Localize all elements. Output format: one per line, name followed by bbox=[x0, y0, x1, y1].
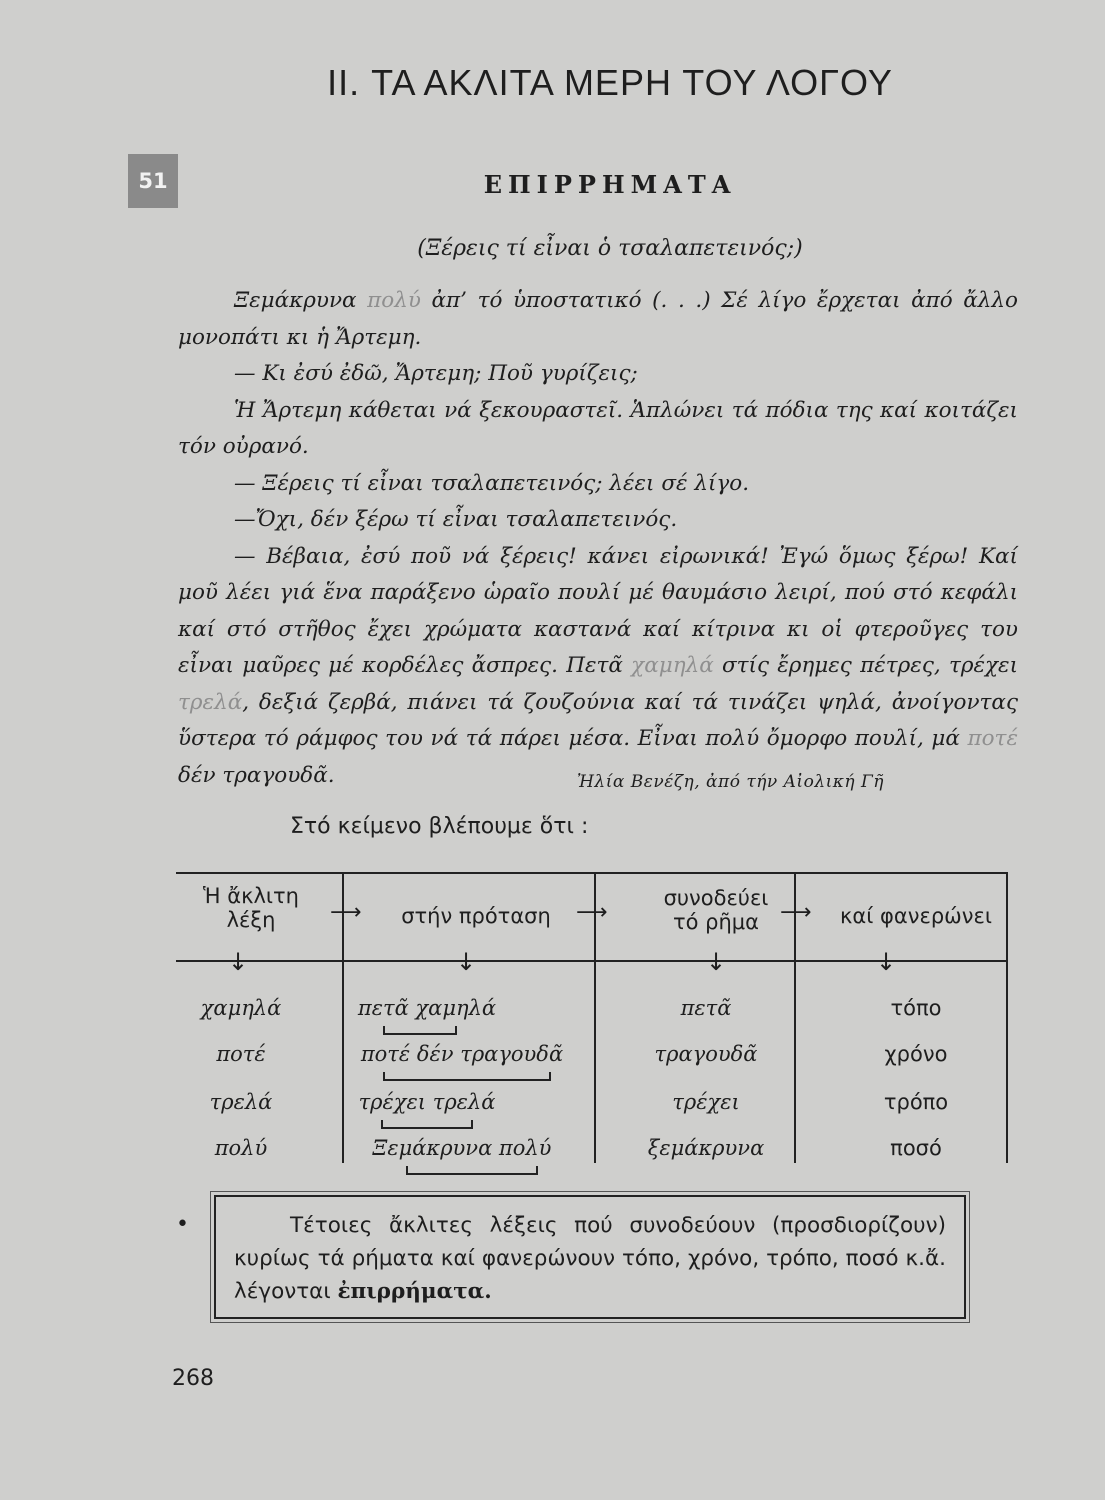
arrow-down-icon: ↓ bbox=[228, 948, 249, 976]
rule-term: ἐπιρρήματα. bbox=[337, 1279, 492, 1304]
table-cell: Ξεμάκρυνα πολύ bbox=[372, 1136, 552, 1160]
table-cell: τρόπο bbox=[883, 1090, 949, 1114]
table-cell: πολύ bbox=[214, 1136, 268, 1160]
text-segment: στίς ἔρημες πέτρες, τρέχει bbox=[713, 653, 1019, 678]
header-line: τό ρῆμα bbox=[672, 910, 759, 934]
link-bracket bbox=[406, 1166, 538, 1175]
adverb-table bbox=[176, 872, 1008, 1163]
rule-box bbox=[214, 1195, 966, 1319]
arrow-right-icon: ⟶ bbox=[576, 900, 608, 925]
arrow-right-icon: ⟶ bbox=[330, 900, 362, 925]
chapter-title: II. ΤΑ ΑΚΛΙΤΑ ΜΕΡΗ ΤΟΥ ΛΟΓΟΥ bbox=[327, 62, 893, 103]
header-line: λέξη bbox=[226, 908, 276, 932]
text-segment: , δεξιά ζερβά, πιάνει τά ζουζούνια καί τά τινάζει ψηλά, ἀνοίγοντας ὕστερα τό ράμφος του νά τά πάρει μέσα. Εἶναι πολύ ὄμορφο πουλί, μά bbox=[178, 689, 1018, 751]
paragraph bbox=[178, 539, 1018, 795]
table-cell: τρέχει bbox=[672, 1090, 740, 1114]
table-cell: τρέχει τρελά bbox=[358, 1090, 496, 1114]
table-cell: χρόνο bbox=[884, 1042, 948, 1066]
paragraph: — Ξέρεις τί εἶναι τσαλαπετεινός; λέει σέ λίγο. bbox=[234, 470, 750, 496]
header-sentence: στήν πρόταση bbox=[401, 904, 551, 928]
table-cell: τόπο bbox=[890, 996, 942, 1020]
highlighted-adverb: ποτέ bbox=[967, 726, 1018, 751]
paragraph bbox=[178, 283, 1018, 356]
story-excerpt bbox=[178, 283, 1018, 794]
text-segment: — Βέβαια, ἐσύ ποῦ νά ξέρεις! κάνει εἰρωνικά! Ἐγώ ὅμως ξέρω! Καί μοῦ λέει γιά ἕνα παράξενο ὡραῖο πουλί μέ θαυμάσιο λειρί, πού στό κεφάλι καί στό στῆθος ἔχει χρώματα καστανά καί κίτρινα κι οἱ φτεροῦγες του εἶναι μαῦρες μέ κορδέλες ἄσπρες. Πετᾶ bbox=[178, 543, 1018, 678]
page-number: 268 bbox=[172, 1366, 214, 1391]
paragraph: — Κι ἐσύ ἐδῶ, Ἄρτεμη; Ποῦ γυρίζεις; bbox=[234, 361, 638, 386]
table-intro: Στό κείμενο βλέπουμε ὅτι : bbox=[290, 814, 589, 839]
header-word bbox=[176, 884, 326, 932]
table-cell: ποσό bbox=[890, 1136, 942, 1160]
highlighted-adverb: τρελά bbox=[178, 689, 243, 715]
header-line: Ἡ ἄκλιτη bbox=[203, 884, 299, 908]
text-segment: δέν τραγουδᾶ. bbox=[178, 762, 335, 788]
table-cell: πετᾶ χαμηλά bbox=[357, 996, 497, 1020]
highlighted-adverb: πολύ bbox=[367, 288, 421, 313]
subtitle: (Ξέρεις τί εἶναι ὁ τσαλαπετεινός;) bbox=[417, 236, 803, 261]
table-cell: τρελά bbox=[209, 1090, 273, 1114]
arrow-down-icon: ↓ bbox=[876, 948, 897, 976]
highlighted-adverb: χαμηλά bbox=[631, 653, 714, 678]
table-cell: πετᾶ bbox=[680, 996, 732, 1020]
paragraph: —Ὄχι, δέν ξέρω τί εἶναι τσαλαπετεινός. bbox=[234, 507, 678, 532]
bullet-icon: • bbox=[176, 1212, 189, 1237]
paragraph: Ἡ Ἄρτεμη κάθεται νά ξεκουραστεῖ. Ἁπλώνει τά πόδια της καί κοιτάζει τόν οὐρανό. bbox=[178, 397, 1018, 459]
section-title: ΕΠΙΡΡΗΜΑΤΑ bbox=[483, 170, 737, 199]
link-bracket bbox=[383, 1026, 457, 1035]
header-line: συνοδεύει bbox=[663, 886, 769, 910]
rule-text bbox=[234, 1209, 946, 1308]
badge-label: 51 bbox=[138, 169, 168, 193]
text-segment: ἀπ’ τό ὑποστατικό (. . .) Σέ λίγο ἔρχεται ἀπό ἄλλο μονοπάτι κι ἡ Ἄρτεμη. bbox=[178, 288, 1018, 350]
table-border bbox=[176, 872, 1008, 874]
table-cell: τραγουδᾶ bbox=[654, 1042, 758, 1066]
text-segment: Ξεμάκρυνα bbox=[234, 288, 368, 313]
rule-definition: Τέτοιες ἄκλιτες λέξεις πού συνοδεύουν (προσδιορίζουν) κυρίως τά ρήματα καί φανερώνουν τόπο, χρόνο, τρόπο, ποσό κ.ἄ. λέγονται bbox=[234, 1213, 946, 1304]
arrow-down-icon: ↓ bbox=[456, 948, 477, 976]
table-cell: ξεμάκρυνα bbox=[647, 1136, 765, 1160]
table-cell: χαμηλά bbox=[200, 996, 282, 1020]
link-bracket bbox=[383, 1072, 551, 1081]
source-citation: Ἠλία Βενέζη, ἀπό τήν Αἰολική Γῆ bbox=[576, 772, 884, 792]
arrow-down-icon: ↓ bbox=[706, 948, 727, 976]
lesson-number-badge bbox=[128, 154, 178, 208]
arrow-right-icon: ⟶ bbox=[780, 900, 812, 925]
header-meaning: καί φανερώνει bbox=[840, 904, 992, 928]
link-bracket bbox=[381, 1120, 473, 1129]
table-cell: ποτέ δέν τραγουδᾶ bbox=[360, 1042, 564, 1066]
table-cell: ποτέ bbox=[216, 1042, 266, 1066]
